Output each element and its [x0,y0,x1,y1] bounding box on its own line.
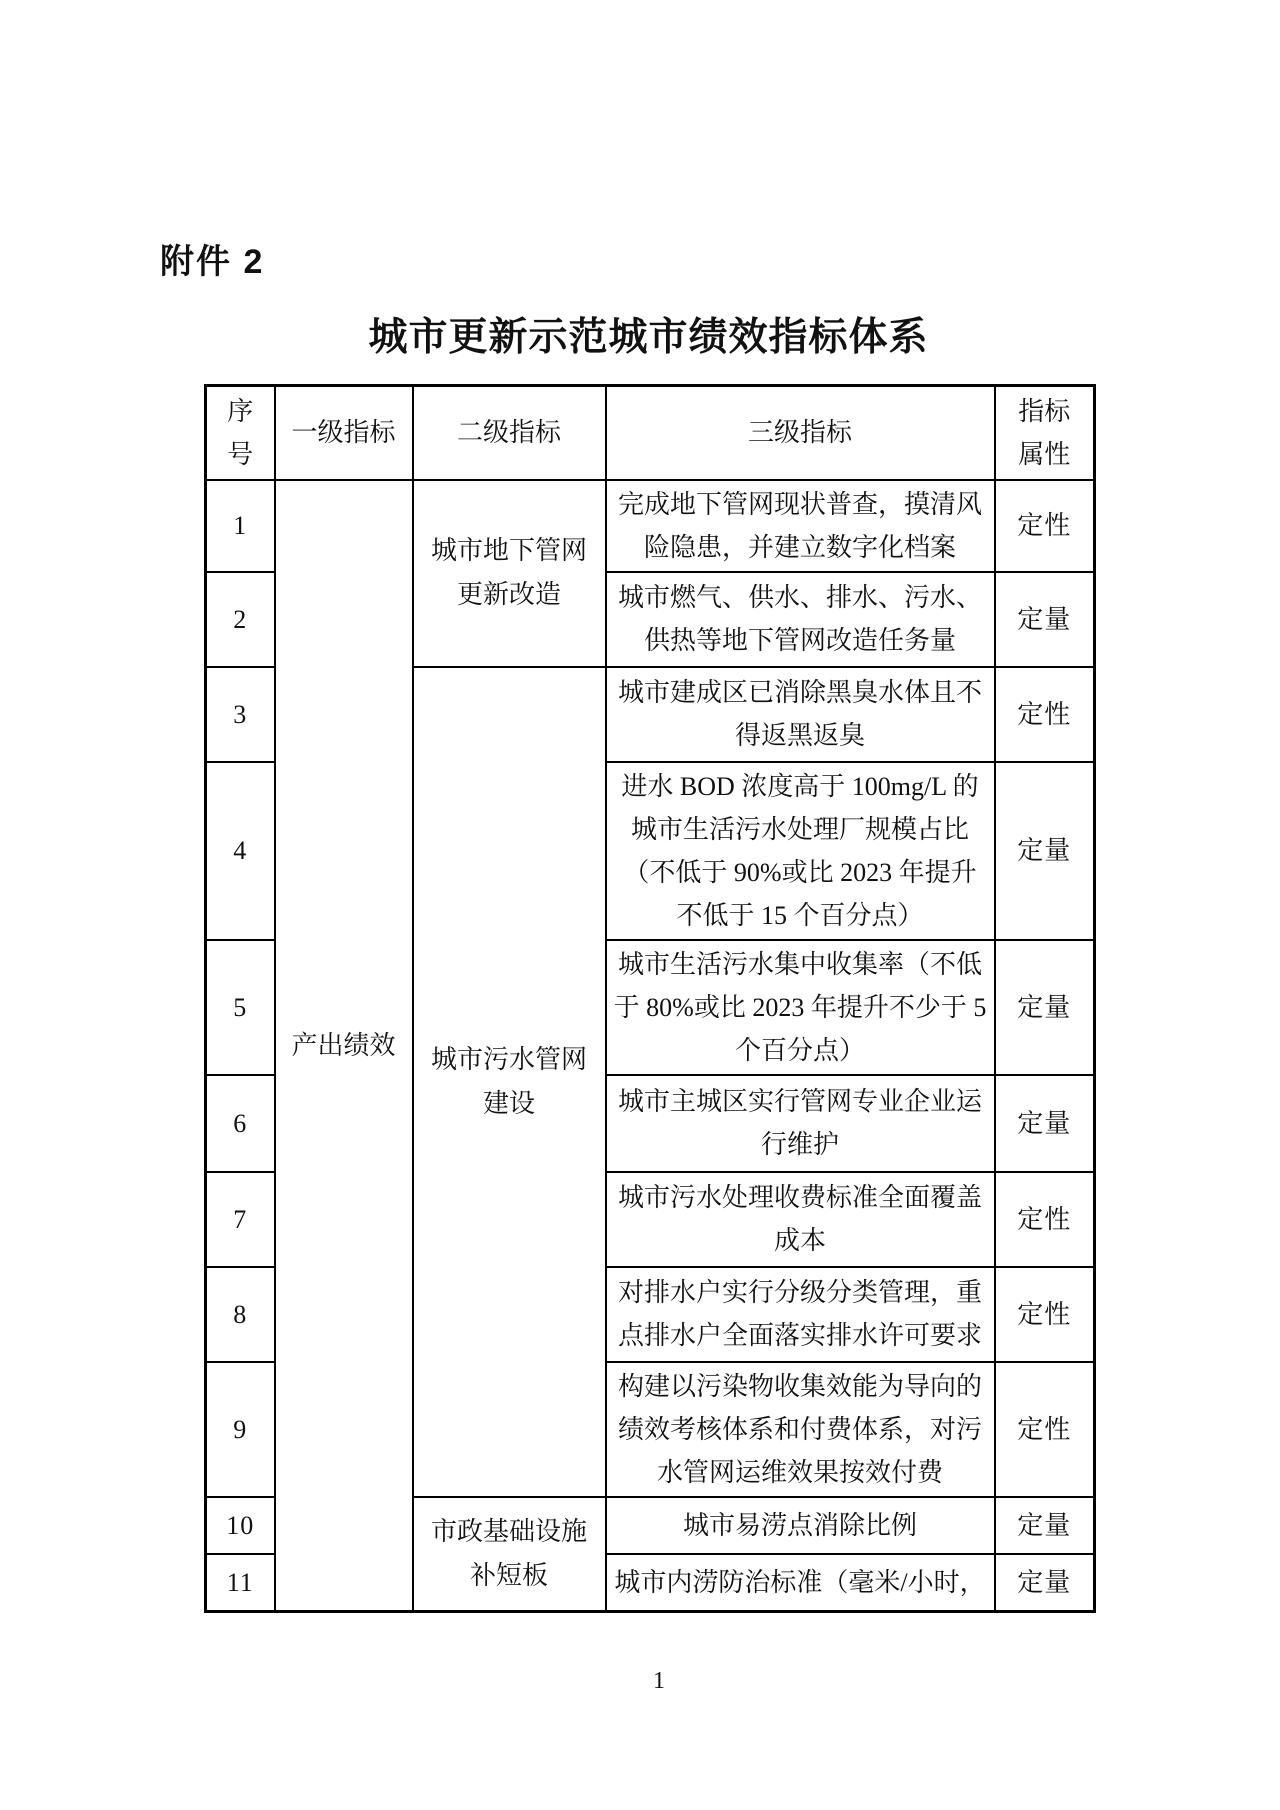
indicator-cell: 城市建成区已消除黑臭水体且不得返黑返臭 [606,667,995,762]
table-row [206,480,1095,572]
page-number: 1 [653,1668,665,1694]
serial-cell: 11 [206,1554,275,1612]
header-level2-indicator: 二级指标 [413,386,606,480]
document-title: 城市更新示范城市绩效指标体系 [368,316,929,359]
attribute-cell: 定性 [995,480,1095,572]
table-header-row [206,386,1095,480]
serial-cell: 10 [206,1497,275,1554]
serial-cell: 8 [206,1267,275,1362]
indicator-cell: 城市内涝防治标准（毫米/小时， [606,1554,995,1612]
serial-cell: 1 [206,480,275,572]
header-level1-indicator: 一级指标 [275,386,413,480]
serial-cell: 6 [206,1075,275,1172]
indicator-cell: 城市生活污水集中收集率（不低于 80%或比 2023 年提升不少于 5 个百分点） [606,940,995,1075]
attribute-cell: 定性 [995,1172,1095,1267]
level2-group-cell: 市政基础设施补短板 [413,1497,606,1612]
header-level3-indicator: 三级指标 [606,386,995,480]
level2-group-cell: 城市污水管网建设 [413,667,606,1497]
indicator-table [204,384,1096,1613]
attribute-cell: 定量 [995,940,1095,1075]
indicator-cell: 完成地下管网现状普查，摸清风险隐患，并建立数字化档案 [606,480,995,572]
attribute-cell: 定量 [995,1554,1095,1612]
attribute-cell: 定量 [995,762,1095,940]
level1-group-cell: 产出绩效 [275,480,413,1612]
indicator-cell: 进水 BOD 浓度高于 100mg/L 的城市生活污水处理厂规模占比（不低于 90%或比 2023 年提升不低于 15 个百分点） [606,762,995,940]
attribute-cell: 定性 [995,667,1095,762]
attachment-label: 附件 2 [160,243,265,281]
header-attribute: 指标属性 [995,386,1095,480]
indicator-cell: 城市主城区实行管网专业企业运行维护 [606,1075,995,1172]
level2-group-cell: 城市地下管网更新改造 [413,480,606,667]
attribute-cell: 定性 [995,1362,1095,1497]
attribute-cell: 定量 [995,1497,1095,1554]
indicator-cell: 构建以污染物收集效能为导向的绩效考核体系和付费体系，对污水管网运维效果按效付费 [606,1362,995,1497]
attribute-cell: 定量 [995,572,1095,667]
serial-cell: 2 [206,572,275,667]
indicator-cell: 城市易涝点消除比例 [606,1497,995,1554]
indicator-cell: 城市污水处理收费标准全面覆盖成本 [606,1172,995,1267]
serial-cell: 4 [206,762,275,940]
attribute-cell: 定量 [995,1075,1095,1172]
serial-cell: 5 [206,940,275,1075]
attribute-cell: 定性 [995,1267,1095,1362]
indicator-cell: 城市燃气、供水、排水、污水、供热等地下管网改造任务量 [606,572,995,667]
header-serial: 序号 [206,386,275,480]
indicator-cell: 对排水户实行分级分类管理，重点排水户全面落实排水许可要求 [606,1267,995,1362]
serial-cell: 9 [206,1362,275,1497]
serial-cell: 7 [206,1172,275,1267]
serial-cell: 3 [206,667,275,762]
